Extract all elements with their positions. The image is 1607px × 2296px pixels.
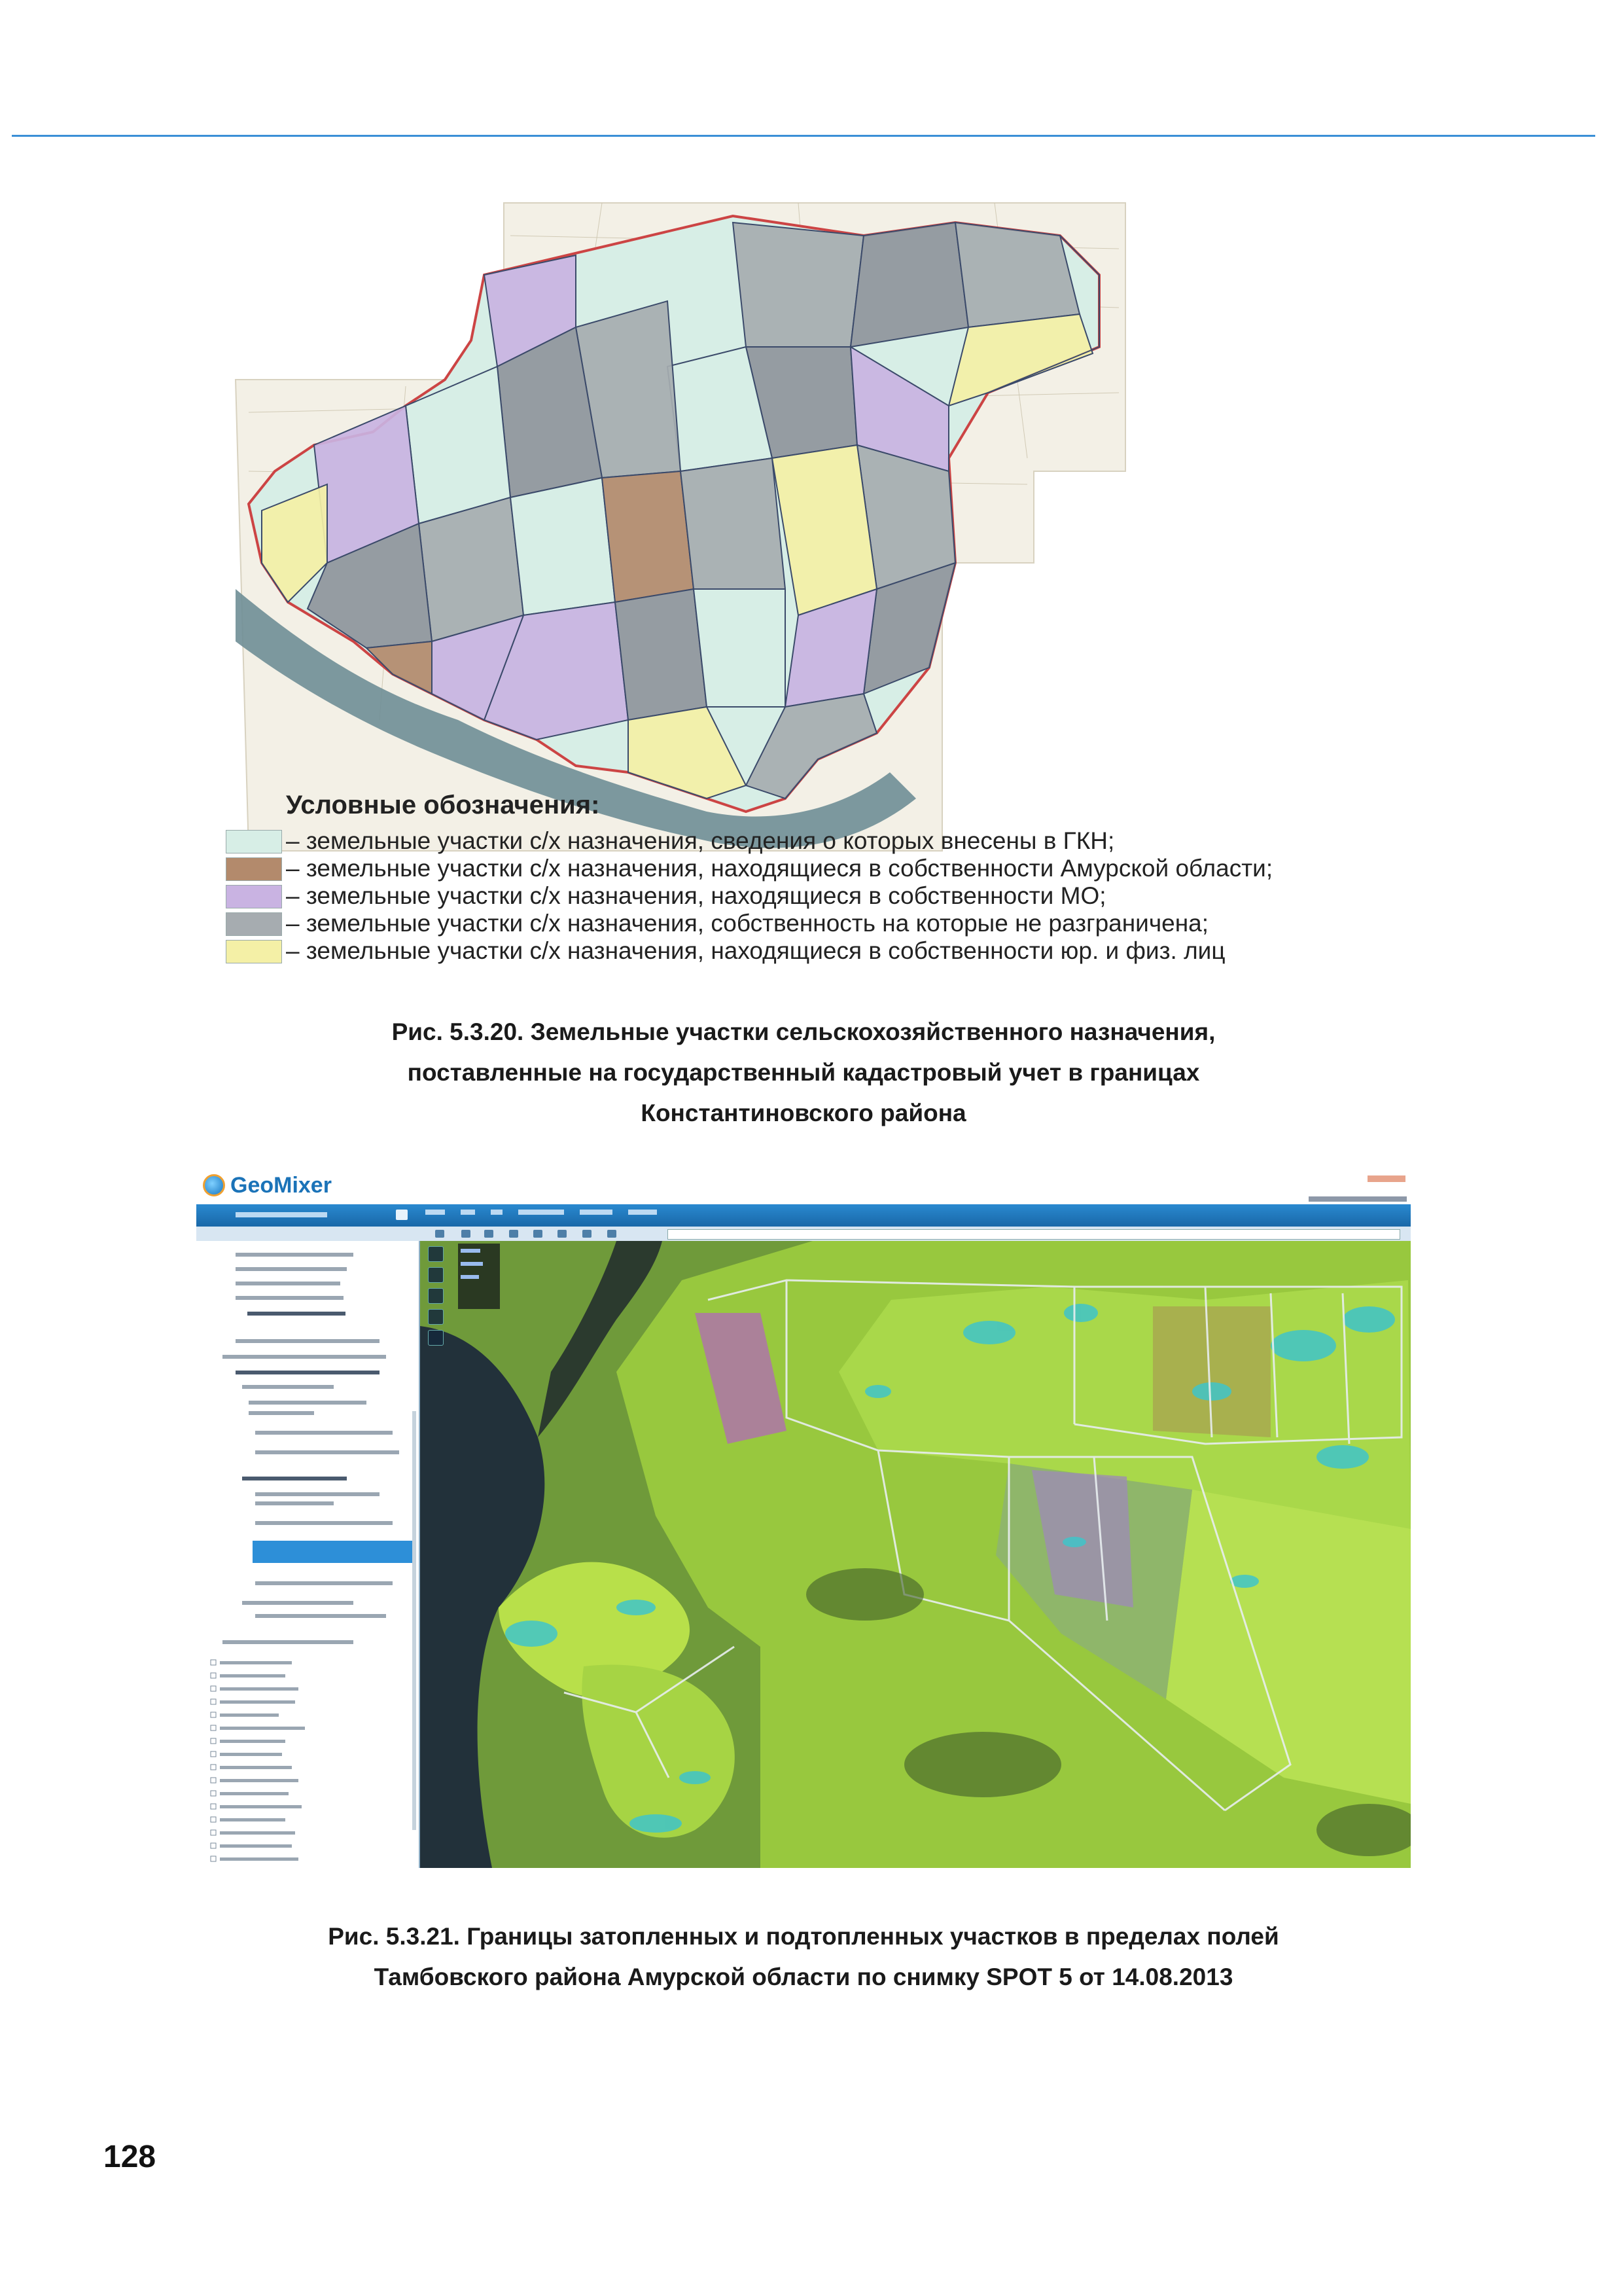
map-controls [428,1246,444,1357]
base-layer-option[interactable] [461,1275,479,1279]
legend-swatch-mo [226,885,282,908]
zoom-in-icon[interactable] [428,1246,444,1262]
base-layer-switcher[interactable] [458,1244,500,1309]
caption-line: Константиновского района [641,1100,966,1126]
map-legend [226,791,1404,974]
legend-label: – земельные участки с/х назначения, находящиеся в собственности Амурской области; [286,855,1273,882]
base-layer-option[interactable] [461,1249,480,1253]
legend-label: – земельные участки с/х назначения, находящиеся в собственности юр. и физ. лиц [286,937,1226,964]
main-menu [425,1210,657,1215]
legend-label: – земельные участки с/х назначения, сведения о которых внесены в ГКН; [286,827,1115,854]
tool-icon[interactable] [533,1230,542,1238]
base-layer-option[interactable] [461,1262,483,1266]
satellite-map[interactable] [420,1241,1411,1868]
tool-icon[interactable] [484,1230,493,1238]
tool-icon[interactable] [607,1230,616,1238]
caption-line: поставленные на государственный кадастровый учет в границах [407,1059,1200,1086]
layer-tree [196,1241,420,1868]
tool-icon[interactable] [557,1230,567,1238]
panel-title [236,1212,327,1217]
menu-item[interactable] [461,1210,475,1215]
legend-title: Условные обозначения: [286,791,600,819]
menu-item[interactable] [491,1210,503,1215]
zoom-out-icon[interactable] [428,1267,444,1283]
menu-item[interactable] [628,1210,657,1215]
tool-icon[interactable] [582,1230,592,1238]
figure2-caption [0,1916,1607,1998]
caption-line: Рис. 5.3.20. Земельные участки сельскохозяйственного назначения, [391,1018,1216,1045]
page-number: 128 [103,2140,156,2174]
menu-item[interactable] [425,1210,445,1215]
legend-item [226,827,1404,853]
legend-item [226,937,1404,963]
header-rule [12,135,1595,137]
menu-item[interactable] [518,1210,564,1215]
legend-label: – земельные участки с/х назначения, собственность на которые не разграничена; [286,910,1209,937]
app-name: GeoMixer [230,1172,332,1198]
layer-tree-rows [196,1241,419,1868]
tool-icon[interactable] [509,1230,518,1238]
legend-item [226,855,1404,881]
legend-swatch-private [226,940,282,963]
app-logo [203,1172,332,1199]
globe-icon [203,1174,225,1196]
header-link[interactable] [1368,1175,1405,1182]
figure1-caption [0,1012,1607,1134]
menu-bar [196,1204,1411,1227]
legend-swatch-region [226,857,282,881]
user-link[interactable] [1309,1196,1407,1202]
geomixer-screenshot [196,1166,1411,1868]
search-input[interactable] [667,1229,1400,1240]
measure-icon[interactable] [428,1309,444,1325]
caption-line: Рис. 5.3.21. Границы затопленных и подтопленных участков в пределах полей [328,1923,1279,1950]
tool-icon[interactable] [461,1230,470,1238]
layers-icon[interactable] [428,1330,444,1346]
edit-icon[interactable] [396,1210,408,1220]
draw-icon[interactable] [428,1288,444,1304]
satellite-image [420,1241,1411,1868]
legend-swatch-undivided [226,912,282,936]
tool-icon[interactable] [435,1230,444,1238]
legend-swatch-gkn [226,830,282,853]
caption-line: Тамбовского района Амурской области по снимку SPOT 5 от 14.08.2013 [374,1964,1233,1990]
menu-item[interactable] [580,1210,612,1215]
legend-item [226,910,1404,936]
legend-item [226,882,1404,908]
legend-label: – земельные участки с/х назначения, находящиеся в собственности МО; [286,882,1106,909]
app-header [196,1166,1411,1204]
